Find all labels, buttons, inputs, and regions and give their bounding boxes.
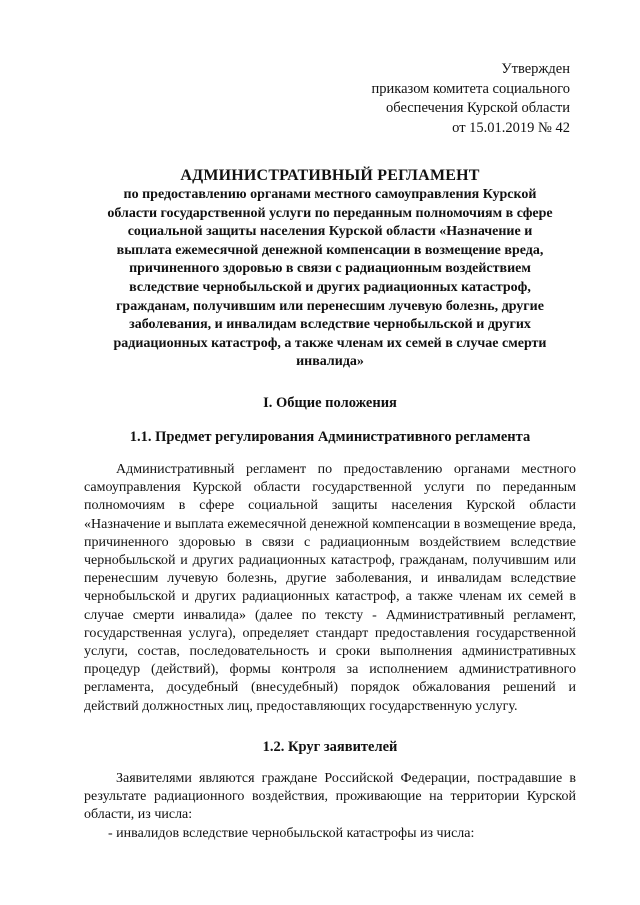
subtitle-line: социальной защиты населения Курской области «Назначение и xyxy=(127,224,533,240)
approval-stamp-block xyxy=(372,60,570,138)
subtitle-line: причиненного здоровью в связи с радиационным воздействием xyxy=(129,261,531,277)
paragraph: Заявителями являются граждане Российской Федерации, пострадавшие в результате радиационного воздействия, проживающие на территории Курской области, из числа: xyxy=(84,771,576,823)
section-heading-applicants: 1.2. Круг заявителей xyxy=(262,739,398,755)
approval-line: обеспечения Курской области xyxy=(386,100,570,116)
approval-line: приказом комитета социального xyxy=(371,80,570,97)
section-heading-general-provisions: I. Общие положения xyxy=(263,395,397,411)
approval-line: Утвержден xyxy=(501,61,570,77)
section-heading-subject-of-regulation: 1.1. Предмет регулирования Административного регламента xyxy=(129,429,531,445)
subtitle-line: инвалида» xyxy=(296,354,364,370)
subtitle-line: выплата ежемесячной денежной компенсации в возмещение вреда, xyxy=(116,242,544,258)
subtitle-line: вследствие чернобыльской и других радиационных катастроф, xyxy=(129,279,531,295)
subtitle-line: области государственной услуги по переданным полномочиям в сфере xyxy=(107,205,553,221)
subtitle-line: заболевания, и инвалидам вследствие чернобыльской и других xyxy=(129,317,531,333)
document-subtitle xyxy=(80,186,580,372)
subtitle-line: по предоставлению органами местного самоуправления Курской xyxy=(123,187,537,202)
list-item: - инвалидов вследствие чернобыльской катастрофы из числа: xyxy=(108,825,475,841)
paragraph: Административный регламент по предоставлению органами местного самоуправления Курской области государственной услуги по переданным полномочиям в сфере социальной защиты населения Курской области «Назначение и выплата ежемесячной денежной компенсации в возмещение вреда, причиненного здоровью в связи с радиационным воздействием вследствие чернобыльской и других радиационных катастроф, гражданам, получившим или перенесшим лучевую болезнь, другие заболевания, и инвалидам вследствие чернобыльской и других радиационных катастроф, а также членам их семей в случае смерти инвалида» (далее по тексту - Административный регламент, государственная услуга), определяет стандарт предоставления государственной услуги, состав, последовательность и сроки выполнения административных процедур (действий), формы контроля за исполнением административного регламента, досудебный (внесудебный) порядок обжалования решений и действий должностных лиц, предоставляющих государственную услугу. xyxy=(84,462,576,714)
subtitle-line: гражданам, получившим или перенесшим лучевую болезнь, другие xyxy=(116,298,544,314)
approval-date-number: от 15.01.2019 № 42 xyxy=(452,119,570,136)
subtitle-line: радиационных катастроф, а также членам их семей в случае смерти xyxy=(113,335,547,351)
subject-of-regulation-text xyxy=(84,461,576,716)
document-title: АДМИНИСТРАТИВНЫЙ РЕГЛАМЕНТ xyxy=(180,167,480,184)
document-title-block xyxy=(80,166,580,372)
applicants-text xyxy=(84,770,576,843)
